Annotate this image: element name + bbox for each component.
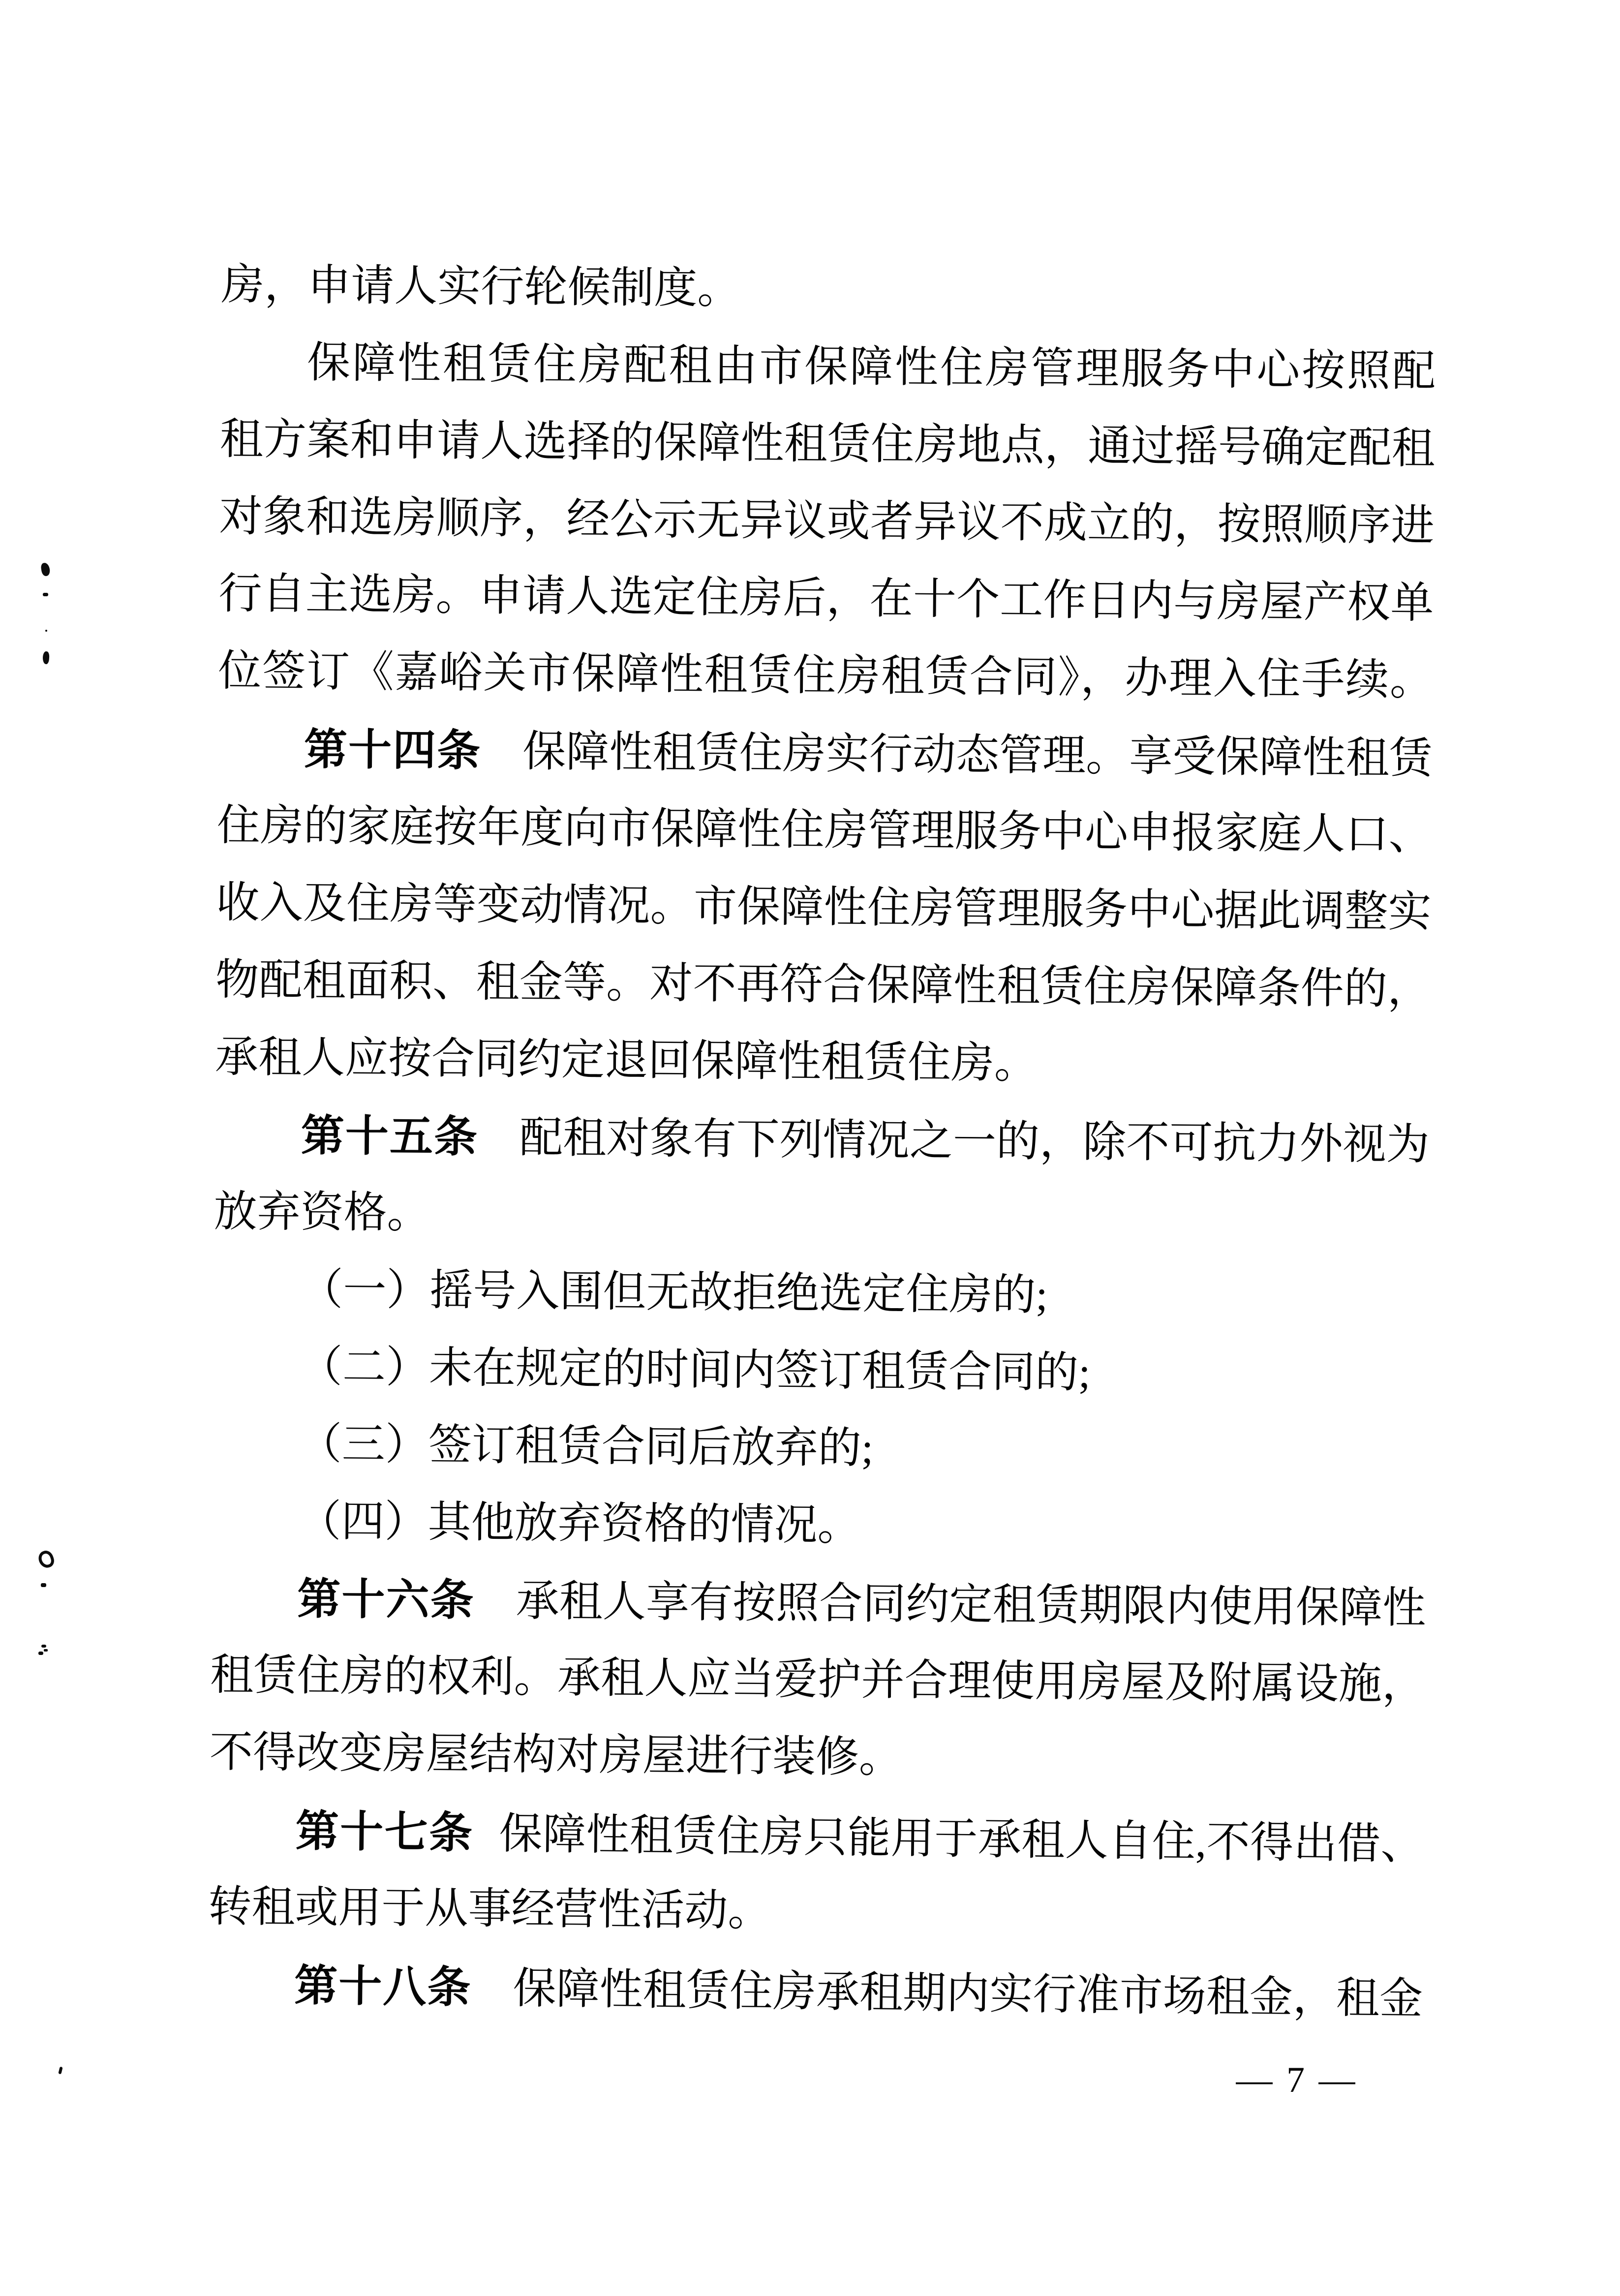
article-number: 第十八条 [294,1960,472,2012]
body-line [208,1868,1424,1955]
body-text: 位签订《嘉峪关市保障性租赁住房租赁合同》，办理入住手续。 [217,647,1434,705]
body-line [215,942,1431,1028]
article-number: 第十七条 [295,1806,474,1858]
article-number: 第十四条 [304,725,482,775]
body-text: 承租人享有按照合同约定租赁期限内使用保障性 [516,1577,1426,1633]
body-line [217,710,1433,796]
ink-smudge [41,1645,46,1648]
body-line [214,1096,1430,1183]
body-line [218,633,1434,719]
body-line [221,246,1437,333]
body-text: 房，申请人实行轮候制度。 [221,261,741,313]
body-text: 物配租面积、租金等。对不再符合保障性租赁住房保障条件的， [215,956,1431,1014]
body-text: 对象和选房顺序，经公示无异议或者异议不成立的，按照顺序进 [219,492,1435,551]
body-text: 放弃资格。 [214,1188,430,1238]
ink-smudge [43,593,48,596]
body-text: 租赁住房的权利。承租人应当爱护并合理使用房屋及附属设施， [210,1651,1426,1709]
body-text: 转租或用于从事经营性活动。 [208,1883,771,1935]
body-line [211,1560,1426,1646]
body-line [213,1251,1429,1337]
body-text: 收入及住房等变动情况。市保障性住房管理服务中心据此调整实 [216,879,1432,937]
body-line [211,1482,1427,1569]
article-number: 第十五条 [301,1111,479,1162]
body-line [219,401,1435,488]
body-text: （一）摇号入围但无故拒绝选定住房的; [299,1266,1048,1320]
body-line [214,1019,1430,1105]
body-line [209,1791,1425,1883]
body-text: （三）签订租赁合同后放弃的; [298,1420,874,1473]
body-line [207,1946,1423,2037]
body-text: （四）其他放弃资格的情况。 [298,1498,861,1550]
ink-smudge [42,651,50,665]
body-line [219,478,1435,565]
body-line [220,324,1436,410]
body-line [210,1637,1426,1723]
body-text: 保障性租赁住房承租期内实行准市场租金，租金 [512,1965,1423,2023]
body-line [214,1173,1429,1260]
ink-smudge [41,1583,46,1587]
body-text: 配租对象有下列情况之一的，除不可抗力外视为 [519,1114,1430,1169]
page-number: — 7 — [1236,2060,1358,2100]
ink-smudge [38,1652,43,1655]
body-text: 住房的家庭按年度向市保障性住房管理服务中心申报家庭人口、 [216,801,1433,859]
body-text: 承租人应按合同约定退回保障性租赁住房。 [214,1033,1038,1088]
ink-smudge [36,1549,56,1570]
ink-smudge [58,2066,62,2074]
ink-smudge [45,630,47,632]
ink-smudge [44,1649,48,1652]
body-line [218,555,1434,642]
body-text: 不得改变房屋结构对房屋进行装修。 [209,1728,903,1782]
body-text: 租方案和申请人选择的保障性租赁住房地点，通过摇号确定配租 [219,415,1436,473]
body-text: 行自主选房。申请人选定住房后，在十个工作日内与房屋产权单 [218,570,1434,628]
document-body [208,246,1437,2032]
body-line [209,1714,1425,1801]
body-text: 保障性租赁住房只能用于承租人自住,不得出借、 [499,1810,1425,1869]
body-line [216,864,1432,951]
body-text: （二）未在规定的时间内签订租赁合同的; [299,1343,1091,1397]
ink-smudge [40,562,51,577]
body-line [216,787,1432,874]
article-number: 第十六条 [297,1574,475,1625]
body-line [213,1328,1428,1414]
body-line [212,1405,1427,1492]
body-text: 保障性租赁住房配租由市保障性住房管理服务中心按照配 [306,339,1436,396]
body-text: 保障性租赁住房实行动态管理。享受保障性租赁 [522,728,1433,783]
